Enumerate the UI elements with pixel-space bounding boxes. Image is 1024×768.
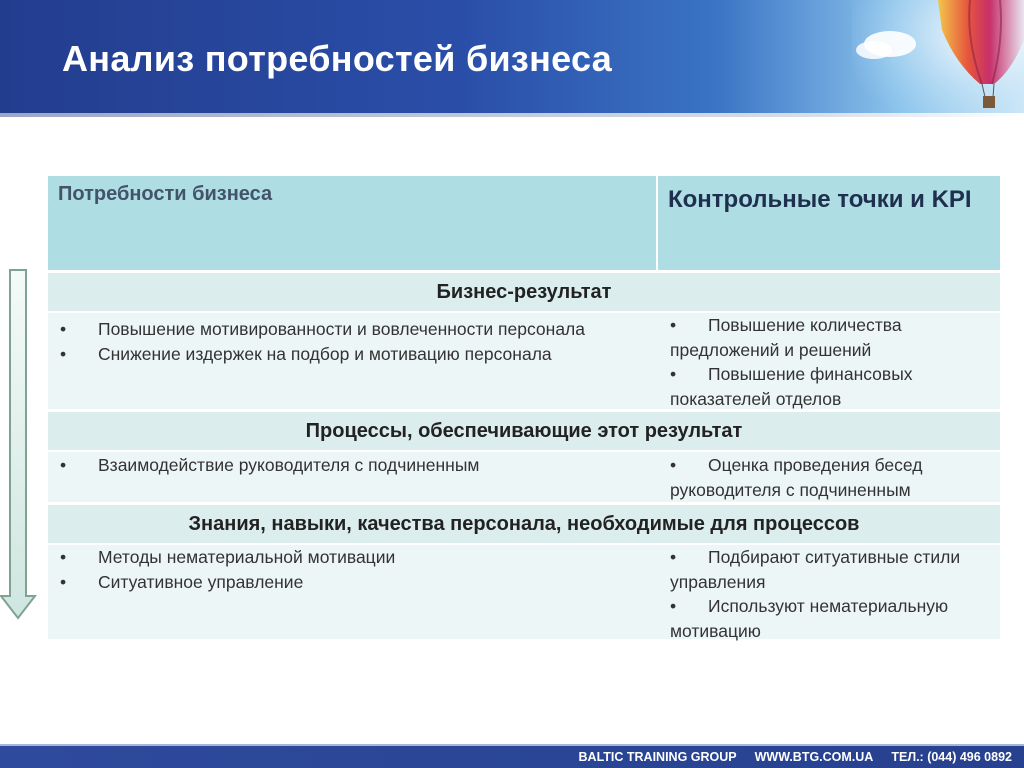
- slide-footer: [0, 744, 1024, 768]
- kpi-cell: [666, 452, 1000, 502]
- down-arrow-icon: [0, 268, 38, 620]
- header-kpi: Контрольные точки и KPI: [668, 186, 972, 213]
- list-item: • Используют нематериальную мотивацию: [670, 596, 949, 641]
- list-item: • Оценка проведения бесед руководителя с подчиненным: [670, 455, 923, 500]
- kpi-cell: [666, 545, 1000, 639]
- table-header-row: [48, 176, 1000, 270]
- header-divider: [0, 113, 1024, 117]
- list-item: • Методы нематериальной мотивации: [58, 545, 656, 570]
- bullet: •: [670, 547, 677, 567]
- footer-phone: ТЕЛ.: (044) 496 0892: [891, 750, 1012, 764]
- bullet: •: [670, 455, 677, 475]
- bullet: •: [670, 364, 677, 384]
- section-title: Процессы, обеспечивающие этот результат: [48, 409, 1000, 450]
- list-item: • Повышение финансовых показателей отделов: [670, 364, 913, 409]
- kpi-cell: [666, 313, 1000, 409]
- section-title: Бизнес-результат: [48, 270, 1000, 311]
- list-item: • Снижение издержек на подбор и мотивацию персонала: [58, 342, 656, 367]
- footer-company: BALTIC TRAINING GROUP: [578, 750, 737, 764]
- bullet: •: [60, 455, 67, 475]
- bullet: •: [60, 319, 67, 339]
- list-item: • Ситуативное управление: [58, 570, 656, 595]
- slide-header: [0, 0, 1024, 113]
- footer-website[interactable]: WWW.BTG.COM.UA: [754, 750, 874, 764]
- list-item: • Взаимодействие руководителя с подчиненным: [58, 453, 656, 478]
- table-row: [48, 450, 1000, 502]
- bullet: •: [670, 315, 677, 335]
- section-title: Знания, навыки, качества персонала, необходимые для процессов: [48, 502, 1000, 543]
- needs-cell: [48, 313, 666, 409]
- bullet: •: [60, 547, 67, 567]
- list-item: • Подбирают ситуативные стили управления: [670, 547, 961, 592]
- bullet: •: [60, 571, 67, 592]
- hot-air-balloon-icon: [852, 0, 1024, 113]
- slide-title: Анализ потребностей бизнеса: [62, 38, 613, 79]
- needs-cell: [48, 452, 666, 502]
- table-row: [48, 543, 1000, 639]
- list-item: • Повышение количества предложений и решений: [670, 315, 902, 360]
- needs-cell: [48, 545, 666, 639]
- header-business-needs: Потребности бизнеса: [48, 176, 658, 270]
- bullet: •: [670, 596, 677, 616]
- table-row: [48, 311, 1000, 409]
- bullet: •: [60, 343, 67, 364]
- list-item: • Повышение мотивированности и вовлеченности персонала: [58, 317, 656, 342]
- business-needs-table: [48, 176, 1000, 639]
